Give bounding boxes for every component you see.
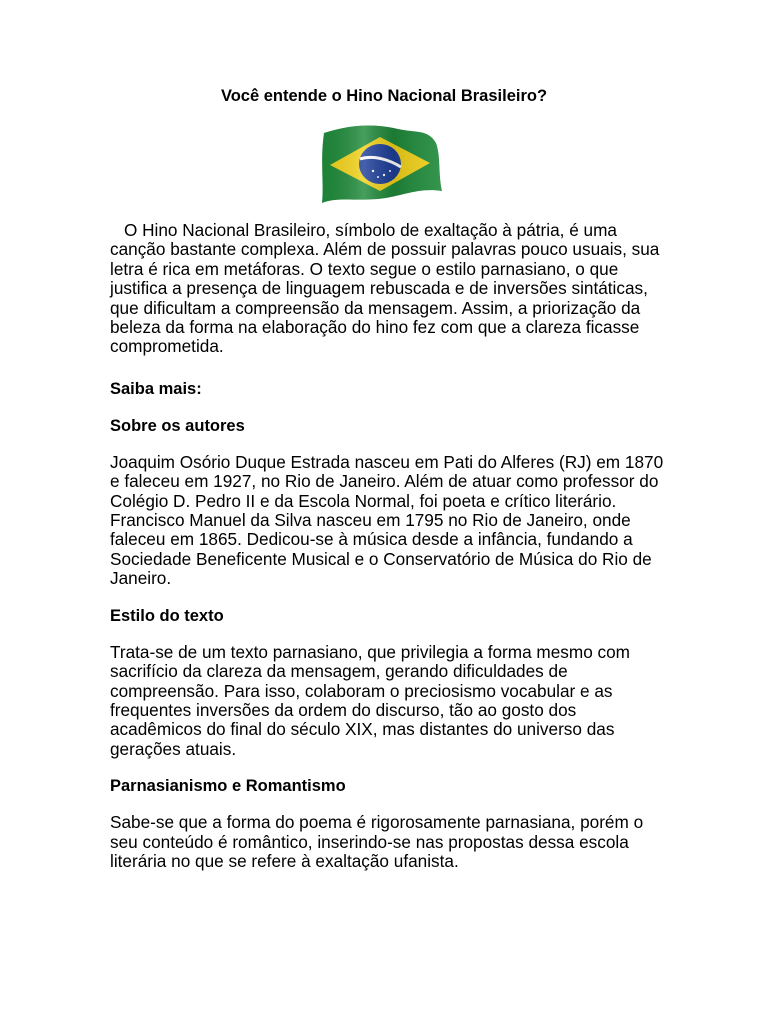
section-heading-style: Estilo do texto (110, 606, 224, 625)
saiba-mais-heading: Saiba mais: (110, 379, 202, 398)
section-heading-parnasianismo: Parnasianismo e Romantismo (110, 777, 346, 796)
document-body (110, 221, 670, 871)
style-paragraph: Trata-se de um texto parnasiano, que privilegia a forma mesmo com sacrifício da clareza da mensagem, gerando dificuldades de compreensão. Para isso, colaboram o preciosismo vocabular e as frequentes inversões da ordem do discurso, tão ao gosto dos acadêmicos do final do século XIX, mas distantes do universo das gerações atuais. (110, 641, 630, 759)
authors-paragraph-francisco-manuel: Francisco Manuel da Silva nasceu em 1795 no Rio de Janeiro, onde faleceu em 1865. Dedicou-se à música desde a infância, fundando a Sociedade Beneficente Musical e o Conservatório de Música do Rio de Janeiro. (110, 510, 652, 589)
section-heading-authors: Sobre os autores (110, 416, 245, 435)
parnasianismo-paragraph: Sabe-se que a forma do poema é rigorosamente parnasiana, porém o seu conteúdo é romântico, inserindo-se nas propostas dessa escola literária no que se refere à exaltação ufanista. (110, 812, 644, 871)
page-title: Você entende o Hino Nacional Brasileiro? (220, 87, 548, 105)
authors-paragraph-duque-estrada: Joaquim Osório Duque Estrada nasceu em Pati do Alferes (RJ) em 1870 e faleceu em 1927, no Rio de Janeiro. Além de atuar como professor do Colégio D. Pedro II e da Escola Normal, foi poeta e crítico literário. (110, 451, 664, 511)
intro-paragraph: O Hino Nacional Brasileiro, símbolo de exaltação à pátria, é uma canção bastante complexa. Além de possuir palavras pouco usuais, sua letra é rica em metáforas. O texto segue o estilo parnasiano, o que justifica a presença de linguagem rebuscada e de inversões sintáticas, que dificultam a compreensão da mensagem. Assim, a priorização da beleza da forma na elaboração do hino fez com que a clareza ficasse comprometida. (110, 220, 660, 357)
brazil-flag-icon (318, 121, 444, 207)
